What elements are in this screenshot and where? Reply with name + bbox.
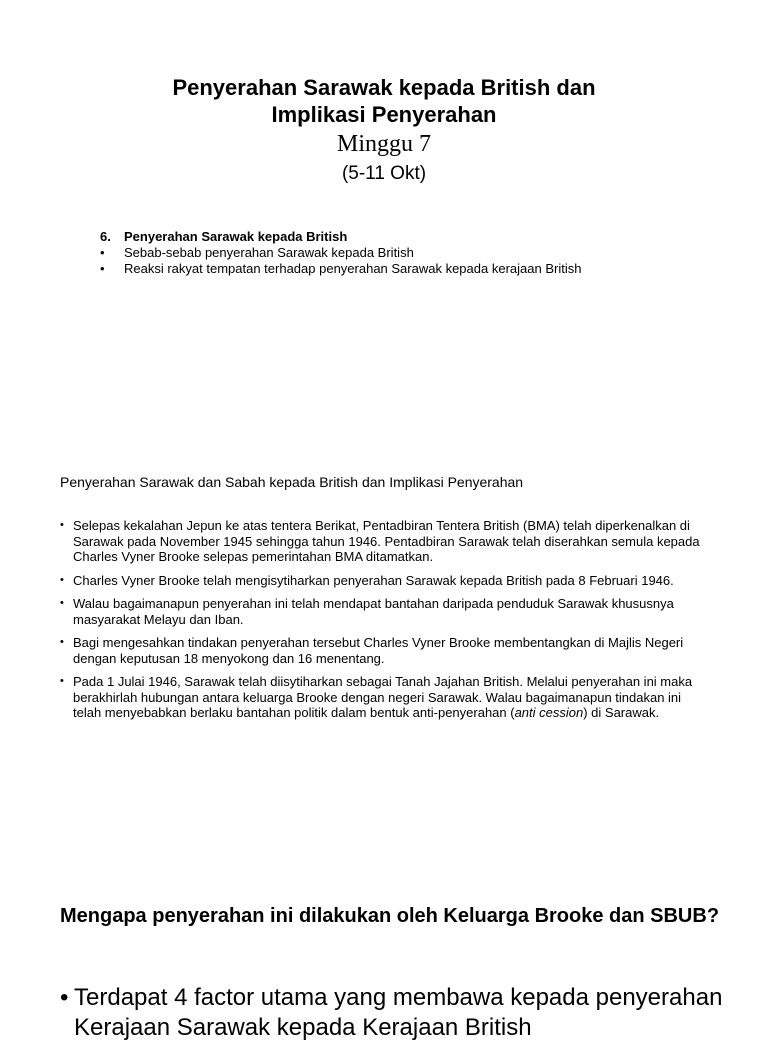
point-text: Charles Vyner Brooke telah mengisytiharkan penyerahan Sarawak kepada British pada 8 Februari 1946. [73, 572, 674, 588]
list-item [100, 245, 740, 261]
question-heading: Mengapa penyerahan ini dilakukan oleh Keluarga Brooke dan SBUB? [60, 905, 720, 927]
bullet-icon: • [100, 261, 105, 276]
factor-item [60, 983, 760, 1043]
list-item [60, 518, 710, 565]
list-item-text: Reaksi rakyat tempatan terhadap penyerahan Sarawak kepada kerajaan British [124, 261, 582, 276]
week-label: Minggu 7 [336, 131, 431, 157]
title-line-1: Penyerahan Sarawak kepada British dan [172, 75, 596, 100]
italic-term: anti cession [514, 705, 584, 720]
topic-heading-text: Penyerahan Sarawak kepada British [124, 229, 348, 244]
list-item [60, 635, 710, 666]
point-text [73, 674, 710, 721]
points-list [60, 518, 710, 729]
bullet-icon: • [60, 519, 64, 531]
topic-heading [100, 229, 740, 245]
list-item [60, 573, 710, 589]
list-item [60, 596, 710, 627]
bullet-icon: • [100, 245, 105, 260]
point-text: Walau bagaimanapun penyerahan ini telah mendapat bantahan daripada penduduk Sarawak khususnya masyarakat Melayu dan Iban. [73, 596, 674, 627]
section-title: Penyerahan Sarawak dan Sabah kepada British dan Implikasi Penyerahan [60, 474, 524, 490]
bullet-icon: • [60, 597, 64, 609]
topic-block [100, 229, 740, 277]
topic-number: 6. [100, 229, 111, 244]
point-text-part: ) di Sarawak. [583, 705, 660, 720]
document-title [0, 74, 768, 128]
bullet-icon: • [60, 675, 64, 687]
date-range: (5-11 Okt) [341, 163, 427, 184]
list-item-text: Sebab-sebab penyerahan Sarawak kepada British [124, 245, 414, 260]
list-item [100, 261, 740, 277]
bullet-icon: • [60, 984, 69, 1011]
topic-list [100, 245, 740, 277]
point-text-part: Pada 1 Julai 1946, Sarawak telah diisytiharkan sebagai Tanah Jajahan British. Melalui penyerahan ini maka berakhirlah hubungan antara keluarga Brooke dengan negeri Sarawak. Walau bagaimanapun tindakan ini telah menyebabkan berlaku bantahan politik dalam bentuk anti-penyerahan ( [73, 674, 693, 720]
point-text: Bagi mengesahkan tindakan penyerahan tersebut Charles Vyner Brooke membentangkan di Majlis Negeri dengan keputusan 18 menyokong dan 16 menentang. [73, 635, 684, 666]
bullet-icon: • [60, 636, 64, 648]
bullet-icon: • [60, 573, 64, 586]
title-line-2: Implikasi Penyerahan [271, 102, 497, 127]
factor-text: Terdapat 4 factor utama yang membawa kepada penyerahan Kerajaan Sarawak kepada Kerajaan British [74, 984, 723, 1041]
list-item [60, 674, 710, 721]
point-text: Selepas kekalahan Jepun ke atas tentera Berikat, Pentadbiran Tentera British (BMA) telah diperkenalkan di Sarawak pada November 1945 sehingga tahun 1946. Pentadbiran Sarawak telah diserahkan semula kepada Charles Vyner Brooke selepas pemerintahan BMA ditamatkan. [73, 518, 700, 564]
